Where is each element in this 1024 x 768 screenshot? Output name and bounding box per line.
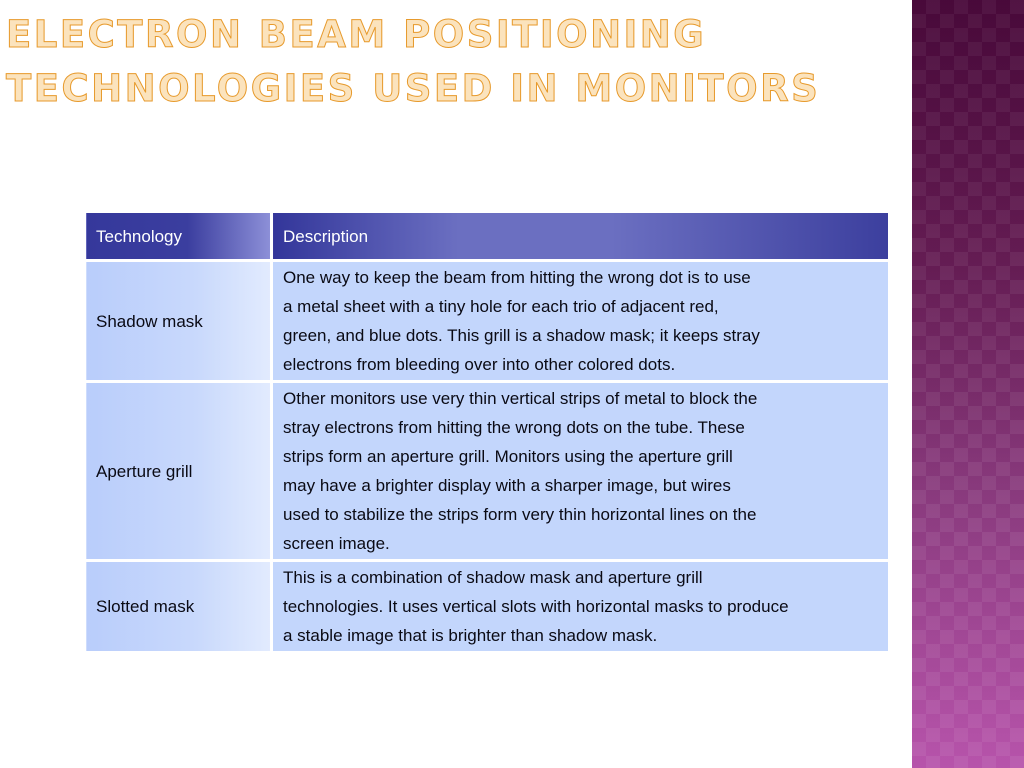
technology-cell: Aperture grill bbox=[85, 382, 272, 561]
description-line: a metal sheet with a tiny hole for each trio of adjacent red, bbox=[283, 297, 719, 316]
decorative-side-panel bbox=[912, 0, 1024, 768]
description-line: stray electrons from hitting the wrong dots on the tube. These bbox=[283, 418, 745, 437]
description-line: a stable image that is brighter than shadow mask. bbox=[283, 626, 658, 645]
table-row-slotted-mask bbox=[85, 561, 890, 653]
description-cell bbox=[272, 382, 890, 561]
description-column-header: Description bbox=[272, 212, 890, 261]
description-line: electrons from bleeding over into other colored dots. bbox=[283, 355, 676, 374]
technology-column-header: Technology bbox=[85, 212, 272, 261]
description-line: technologies. It uses vertical slots with horizontal masks to produce bbox=[283, 597, 789, 616]
technology-cell: Shadow mask bbox=[85, 261, 272, 382]
description-line: This is a combination of shadow mask and aperture grill bbox=[283, 568, 703, 587]
description-line: may have a brighter display with a sharper image, but wires bbox=[283, 476, 731, 495]
table-header-row bbox=[85, 212, 890, 261]
table-row-aperture-grill bbox=[85, 382, 890, 561]
technology-cell: Slotted mask bbox=[85, 561, 272, 653]
technology-table bbox=[83, 210, 891, 654]
description-cell bbox=[272, 561, 890, 653]
slide-title-line-2: TECHNOLOGIES USED IN MONITORS bbox=[6, 67, 821, 110]
description-line: screen image. bbox=[283, 534, 390, 553]
table-row-shadow-mask bbox=[85, 261, 890, 382]
description-line: green, and blue dots. This grill is a shadow mask; it keeps stray bbox=[283, 326, 760, 345]
description-line: strips form an aperture grill. Monitors using the aperture grill bbox=[283, 447, 733, 466]
slide-title-line-1: ELECTRON BEAM POSITIONING bbox=[6, 13, 707, 56]
slide-title bbox=[6, 8, 906, 116]
description-line: Other monitors use very thin vertical strips of metal to block the bbox=[283, 389, 758, 408]
description-line: used to stabilize the strips form very thin horizontal lines on the bbox=[283, 505, 757, 524]
description-cell bbox=[272, 261, 890, 382]
description-line: One way to keep the beam from hitting the wrong dot is to use bbox=[283, 268, 751, 287]
